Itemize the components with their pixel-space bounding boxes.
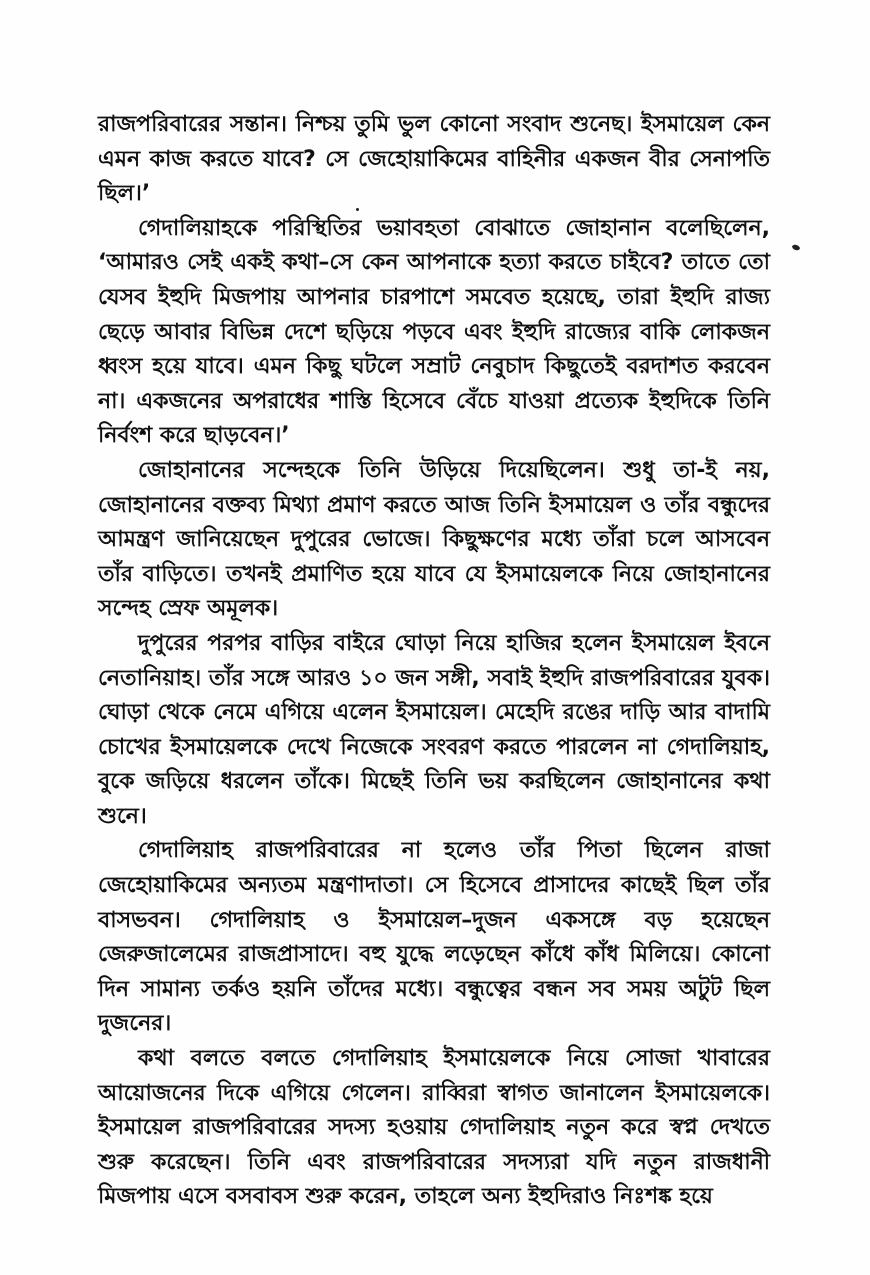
paragraph-2: গেদালিয়াহকে পরিস্থিতির ভয়াবহতা বোঝাতে জোহানান বলেছিলেন, ‘আমারও সেই একই কথা–সে কেন আপনাকে হত্যা করতে চাইবে? তাতে তো যেসব ইহুদি মিজপায় আপনার চারপাশে সমবেত হয়েছে, তারা ইহুদি রাজ্য ছেড়ে আবার বিভিন্ন দেশে ছড়িয়ে পড়বে এবং ইহুদি রাজ্যের বাকি লোকজন ধ্বংস হয়ে যাবে। এমন কিছু ঘটলে সম্রাট নেবুচাদ কিছুতেই বরদাশত করবেন না। একজনের অপরাধের শাস্তি হিসেবে বেঁচে যাওয়া প্রত্যেক ইহুদিকে তিনি নির্বংশ করে ছাড়বেন।’ (98, 215, 770, 449)
body-text (98, 108, 770, 1215)
paragraph-4: দুপুরের পরপর বাড়ির বাইরে ঘোড়া নিয়ে হাজির হলেন ইসমায়েল ইবনে নেতানিয়াহ। তাঁর সঙ্গে আরও ১০ জন সঙ্গী, সবাই ইহুদি রাজপরিবারের যুবক। ঘোড়া থেকে নেমে এগিয়ে এলেন ইসমায়েল। মেহেদি রঙের দাড়ি আর বাদামি চোখের ইসমায়েলকে দেখে নিজেকে সংবরণ করতে পারলেন না গেদালিয়াহ, বুকে জড়িয়ে ধরলেন তাঁকে। মিছেই তিনি ভয় করছিলেন জোহানানের কথা শুনে। (98, 630, 770, 829)
paragraph-6: কথা বলতে বলতে গেদালিয়াহ ইসমায়েলকে নিয়ে সোজা খাবারের আয়োজনের দিকে এগিয়ে গেলেন। রাব্বিরা স্বাগত জানালেন ইসমায়েলকে। ইসমায়েল রাজপরিবারের সদস্য হওয়ায় গেদালিয়াহ নতুন করে স্বপ্ন দেখতে শুরু করেছেন। তিনি এবং রাজপরিবারের সদস্যরা যদি নতুন রাজধানী মিজপায় এসে বসবাবস শুরু করেন, তাহলে অন্য ইহুদিরাও নিঃশঙ্ক হয়ে (98, 1046, 770, 1210)
ink-dot (356, 208, 359, 211)
paragraph-5: গেদালিয়াহ রাজপরিবারের না হলেও তাঁর পিতা ছিলেন রাজা জেহোয়াকিমের অন্যতম মন্ত্রণাদাতা। সে হিসেবে প্রাসাদের কাছেই ছিল তাঁর বাসভবন। গেদালিয়াহ ও ইসমায়েল–দুজন একসঙ্গে বড় হয়েছেন জেরুজালেমের রাজপ্রাসাদে। বহু যুদ্ধে লড়েছেন কাঁধে কাঁধ মিলিয়ে। কোনো দিন সামান্য তর্কও হয়নি তাঁদের মধ্যে। বন্ধুত্বের বন্ধন সব সময় অটুট ছিল দুজনের। (98, 838, 770, 1037)
paragraph-1: রাজপরিবারের সন্তান। নিশ্চয় তুমি ভুল কোনো সংবাদ শুনেছ। ইসমায়েল কেন এমন কাজ করতে যাবে? সে জেহোয়াকিমের বাহিনীর একজন বীর সেনাপতি ছিল।’ (98, 112, 770, 207)
paragraph-3: জোহানানের সন্দেহকে তিনি উড়িয়ে দিয়েছিলেন। শুধু তা-ই নয়, জোহানানের বক্তব্য মিথ্যা প্রমাণ করতে আজ তিনি ইসমায়েল ও তাঁর বন্ধুদের আমন্ত্রণ জানিয়েছেন দুপুরের ভোজে। কিছুক্ষণের মধ্যে তাঁরা চলে আসবেন তাঁর বাড়িতে। তখনই প্রমাণিত হয়ে যাবে যে ইসমায়েলকে নিয়ে জোহানানের সন্দেহ স্রেফ অমূলক। (98, 457, 770, 622)
ink-speck (791, 244, 800, 251)
